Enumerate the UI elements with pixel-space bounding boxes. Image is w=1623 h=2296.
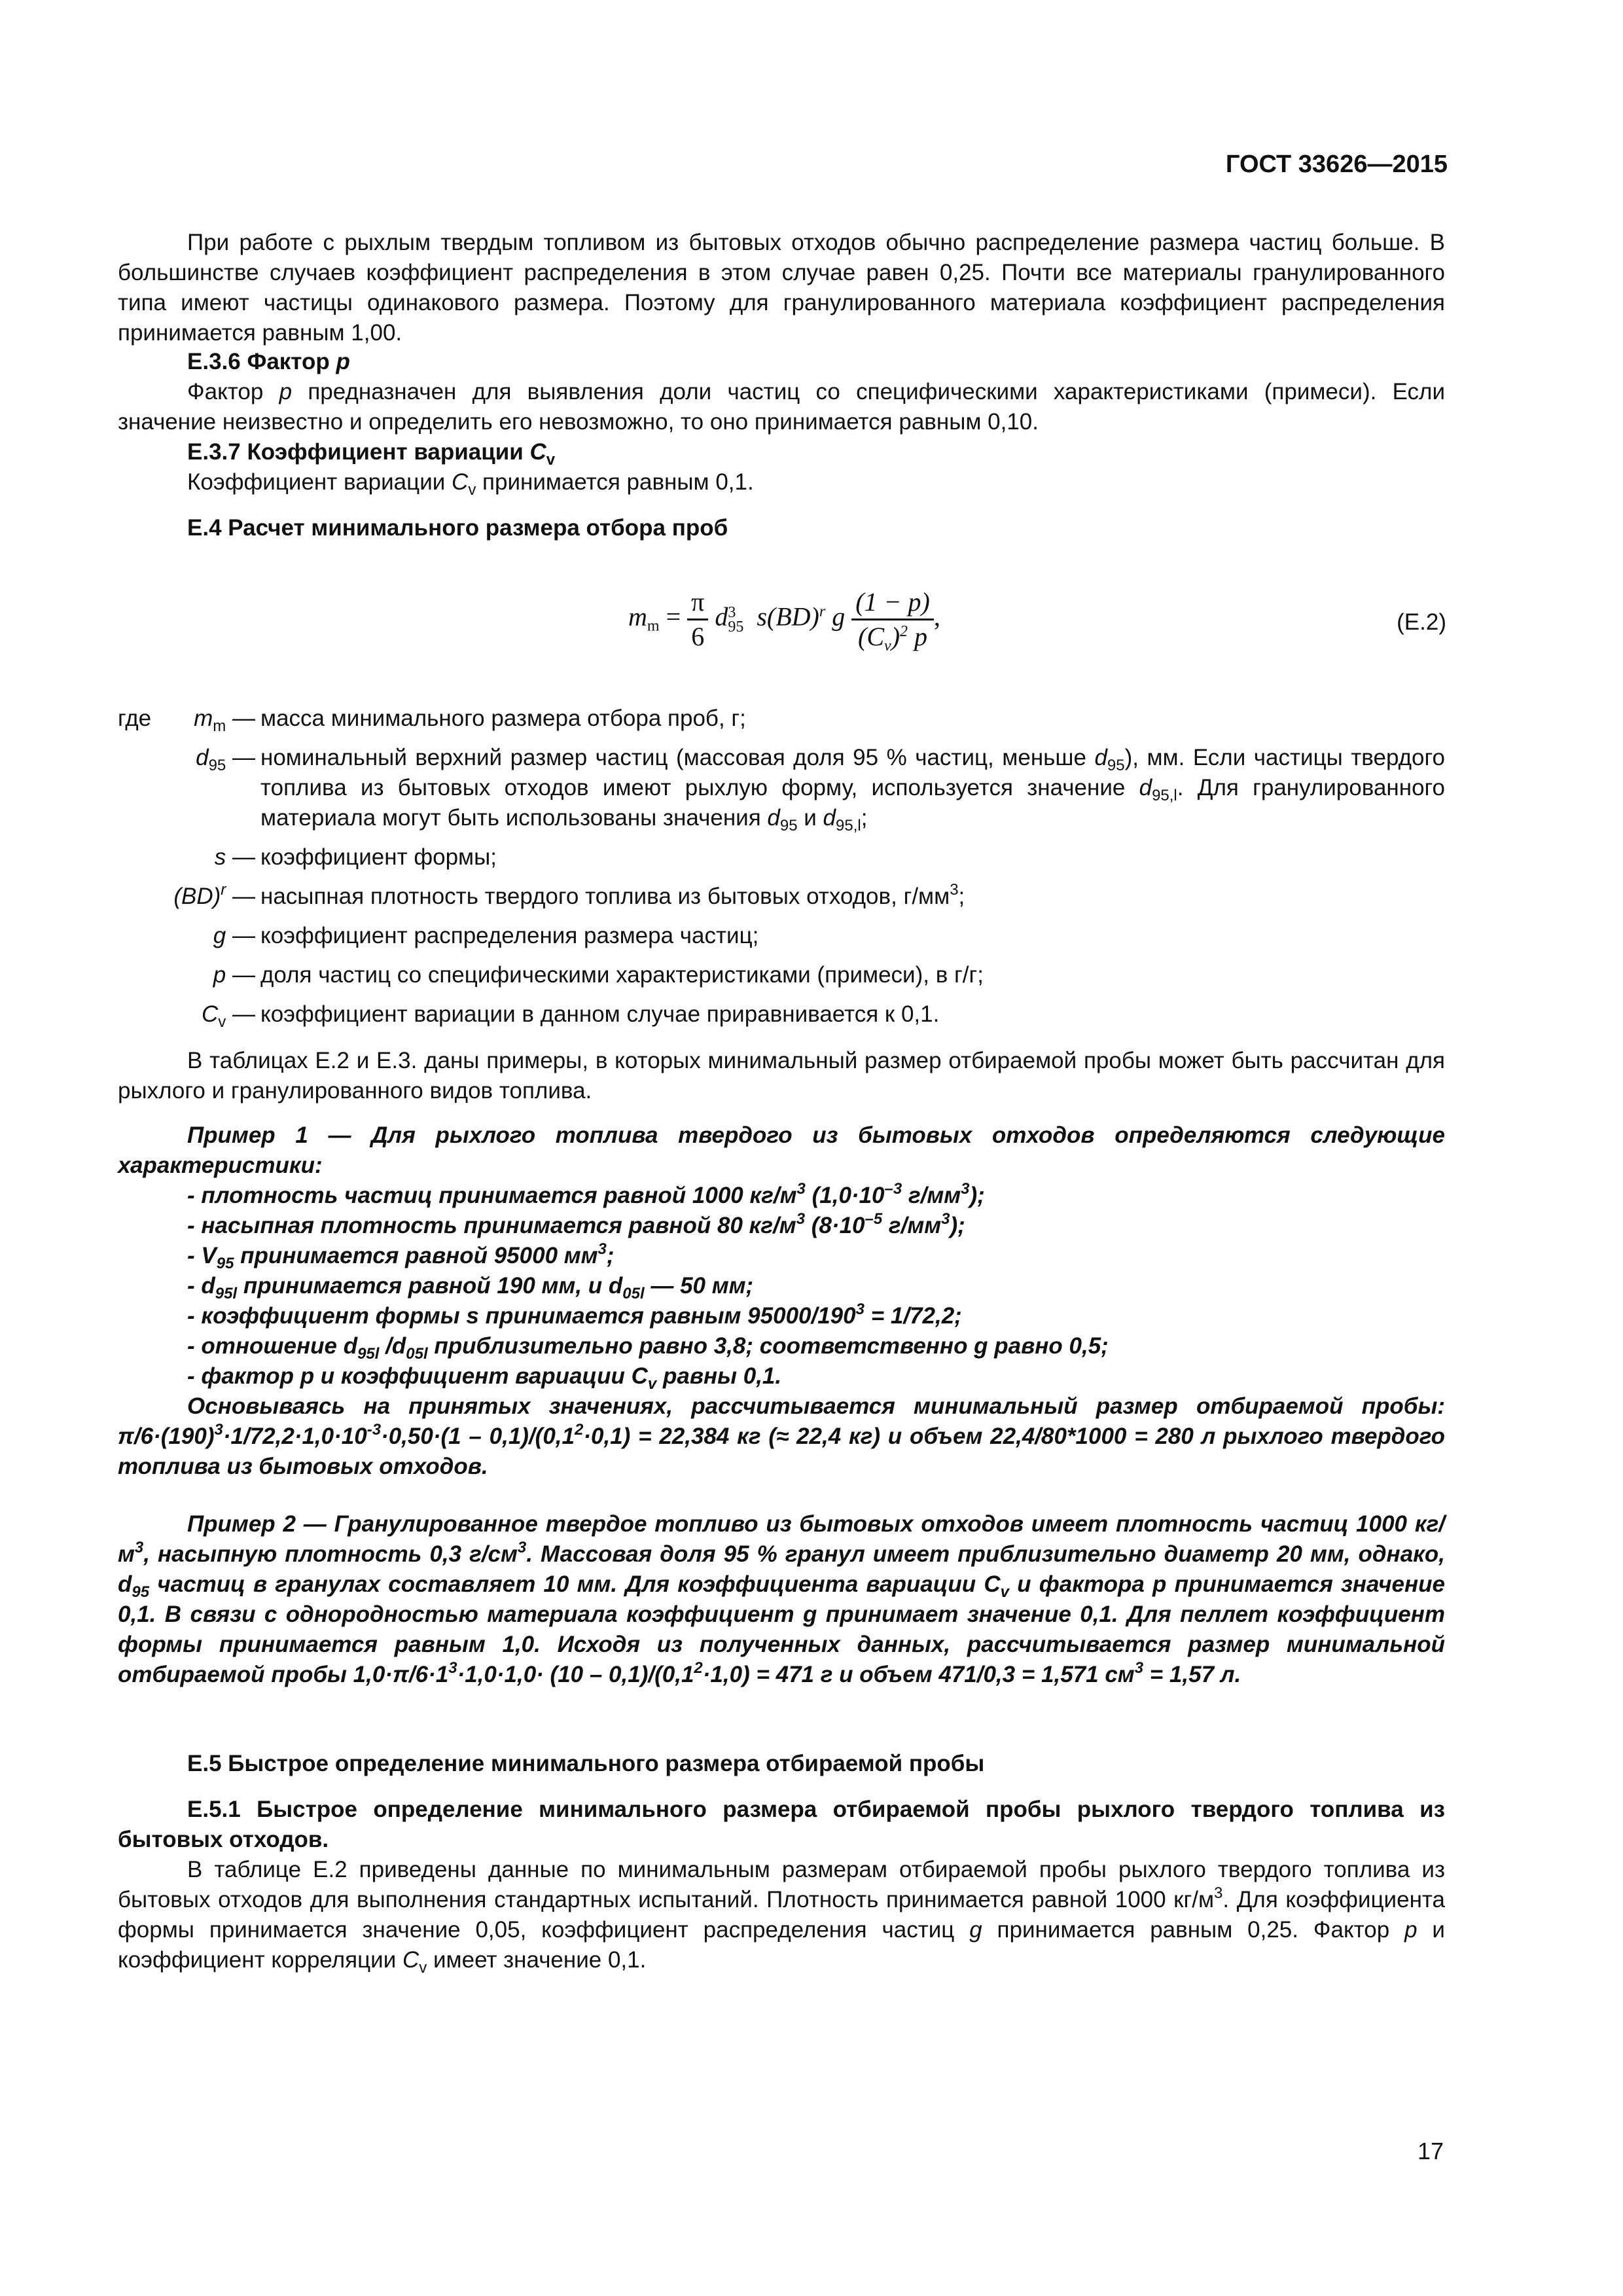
bullet-part: приблизительно равно 3,8; соответственно g равно 0,5;: [427, 1333, 1109, 1359]
calc-part: ·0,50·(1 – 0,1)/(0,1: [381, 1424, 575, 1449]
e51-part: принимается равным 0,25. Фактор: [982, 1917, 1405, 1943]
bullet-sub: 95: [216, 1255, 234, 1272]
example-2-sup: 3: [134, 1539, 144, 1556]
term-sub: m: [213, 717, 226, 735]
term-text: s: [214, 844, 226, 870]
definition-term: [118, 842, 255, 872]
example-2-sup: 3: [1134, 1659, 1144, 1677]
desc-var-sub: 95,l: [836, 817, 861, 834]
term-text: C: [201, 1001, 219, 1027]
definition-list: [118, 704, 1445, 1039]
section-e36-var: p: [336, 349, 350, 374]
formula-den-p: p: [908, 622, 928, 651]
bullet-part: /d: [379, 1333, 406, 1359]
desc-part: ), мм. Если частицы твердого топлива из бытовых отходов имеют рыхлую форму, используется значение: [260, 745, 1445, 800]
bullet-part: - плотность частиц принимается равной 1000 кг/м: [187, 1183, 797, 1208]
bullet-part: - V: [187, 1243, 217, 1268]
bullet-part: — 50 мм;: [644, 1273, 754, 1299]
e51-var: p: [1404, 1917, 1418, 1943]
example-2-part: , насыпную плотность 0,3 г/см: [143, 1541, 518, 1567]
formula-pi-over-6: [687, 586, 708, 653]
term-sup: r: [221, 881, 226, 899]
bullet-sup: 3: [796, 1210, 806, 1228]
e37-text-part: принимается равным 0,1.: [476, 469, 754, 495]
formula-d-sub: 95: [728, 618, 744, 636]
bullet-part: г/мм: [882, 1213, 942, 1238]
calc-part: ·0,1) = 22,384 кг (≈ 22,4 кг) и объем 22,4/80*1000 = 280 л рыхлого твердого топлива из бытовых отходов.: [118, 1424, 1445, 1479]
example-2-sub: 95: [132, 1583, 150, 1601]
bullet-sub: 95l: [357, 1345, 380, 1363]
desc-var-sub: 95,l: [1152, 787, 1177, 804]
example-2-sup: 2: [694, 1659, 703, 1677]
definition-desc: масса минимального размера отбора проб, г;: [260, 706, 746, 731]
e51-var: C: [402, 1947, 419, 1973]
bullet-sub: 95l: [215, 1285, 238, 1302]
bullet-part: (8·10: [805, 1213, 865, 1238]
term-dash: —: [226, 745, 255, 770]
calc-sup: 3: [214, 1421, 223, 1439]
example-1-bullet: [187, 1211, 1445, 1241]
definition-term: [118, 921, 255, 951]
bullet-sup: –3: [884, 1180, 902, 1198]
example-2-part: ·1,0) = 471 г и объем 471/0,3 = 1,571 см: [702, 1662, 1135, 1687]
bullet-part: - d: [187, 1273, 215, 1299]
example-2: [118, 1509, 1445, 1690]
example-2-part: частиц в гранулах составляет 10 мм. Для коэффициента вариации C: [149, 1571, 1001, 1597]
example-1-intro: Пример 1 — Для рыхлого топлива твердого из бытовых отходов определяются следующие характеристики:: [118, 1122, 1445, 1178]
formula-den-c: (C: [858, 622, 885, 651]
definition-row: [118, 999, 1445, 1030]
definition-row: [118, 743, 1445, 833]
section-e4-title: Е.4 Расчет минимального размера отбора проб: [187, 515, 728, 541]
bullet-sup: 3: [855, 1300, 865, 1318]
example-1-calculation: [118, 1391, 1445, 1482]
example-2-sup: 3: [517, 1539, 527, 1556]
definition-desc: коэффициент формы;: [260, 844, 497, 870]
example-1-bullet: [187, 1301, 1445, 1331]
section-e51-title: Е.5.1 Быстрое определение минимального размера отбираемой пробы рыхлого твердого топлива из бытовых отходов.: [118, 1797, 1445, 1852]
section-e5-title: Е.5 Быстрое определение минимального размера отбираемой пробы: [187, 1751, 985, 1776]
calc-sup: 2: [575, 1421, 584, 1439]
definition-term: [118, 999, 255, 1030]
term-text: d: [196, 745, 209, 770]
definition-desc: [260, 743, 1445, 833]
bullet-part: (1,0·10: [805, 1183, 885, 1208]
definition-row: [118, 882, 1445, 912]
bullet-part: принимается равной 95000 мм: [234, 1243, 598, 1268]
bullet-sub: 05l: [622, 1285, 645, 1302]
desc-part: насыпная плотность твердого топлива из бытовых отходов, г/мм: [260, 884, 950, 909]
intro-paragraph: При работе с рыхлым твердым топливом из бытовых отходов обычно распределение размера частиц больше. В большинстве случаев коэффициент распределения в этом случае равен 0,25. Почти все материалы гранулированного типа имеют частицы одинакового размера. Поэтому для гранулированного материала коэффициент распределения принимается равным 1,00.: [118, 230, 1445, 346]
e51-var: g: [969, 1917, 982, 1943]
bullet-sub: 05l: [406, 1345, 428, 1363]
e36-text-part: Фактор: [187, 379, 279, 404]
section-e37-title-text: Е.3.7 Коэффициент вариации: [187, 439, 524, 465]
bullet-part: );: [950, 1213, 965, 1238]
definition-term: [118, 743, 255, 773]
term-dash: —: [226, 706, 255, 731]
bullet-sup: –5: [865, 1210, 883, 1228]
example-2-sub: v: [1000, 1583, 1009, 1601]
desc-var-sub: 95: [1107, 757, 1125, 774]
formula-g: g: [832, 601, 846, 632]
desc-var-sub: 95: [779, 817, 798, 834]
e36-text-var: p: [279, 379, 293, 404]
document-code-header: ГОСТ 33626—2015: [1225, 151, 1448, 178]
formula-lhs: m: [628, 601, 647, 632]
definition-row: [118, 842, 1445, 872]
bullet-part: - отношение d: [187, 1333, 358, 1359]
formula-denominator: [851, 620, 934, 653]
bullet-part: принимается равной 190 мм, и d: [237, 1273, 623, 1299]
term-dash: —: [226, 844, 255, 870]
desc-var: d: [1139, 775, 1152, 800]
desc-part: . Для гранулированного материала могут быть использованы значения: [260, 775, 1445, 831]
example-1-bullet: [187, 1271, 1445, 1301]
definition-desc: коэффициент вариации в данном случае приравнивается к 0,1.: [260, 1001, 940, 1027]
term-text: p: [213, 962, 226, 988]
formula-den-sq: 2: [900, 623, 908, 640]
e37-text-var: C: [452, 469, 469, 495]
equation-number: (Е.2): [1397, 609, 1446, 635]
desc-sup: 3: [950, 881, 959, 899]
example-2-part: и фактора p принимается значение 0,1. В связи с однородностью материала коэффициент g принимает значение 0,1. Для пеллет коэффициент формы принимается равным 1,0. Исходя из полученных данных, рассчитывается размер минимальной отбираемой пробы 1,0·π/6·1: [118, 1571, 1445, 1687]
bullet-sup: 3: [961, 1180, 970, 1198]
section-e37-var-sub: v: [546, 451, 556, 469]
example-1-bullet: [187, 1331, 1445, 1361]
formula-numerator: (1 − p): [851, 586, 934, 620]
definition-desc: доля частиц со специфическими характеристиками (примеси), в г/г;: [260, 962, 984, 988]
example-1-bullet: [187, 1361, 1445, 1391]
term-sub: 95: [208, 757, 226, 774]
term-dash: —: [226, 923, 255, 948]
term-sub: v: [218, 1013, 226, 1031]
bullet-sup: 3: [941, 1210, 950, 1228]
calc-part: Основываясь на принятых значениях, рассчитывается минимальный размер отбираемой пробы: π/6·(190): [118, 1393, 1445, 1449]
bullet-sup: 3: [597, 1240, 607, 1258]
calc-sup: -3: [366, 1421, 382, 1439]
term-text: g: [213, 923, 226, 948]
formula-r: r: [819, 603, 826, 620]
tables-note: В таблицах Е.2 и Е.3. даны примеры, в которых минимальный размер отбираемой пробы может быть рассчитан для рыхлого и гранулированного видов топлива.: [118, 1048, 1445, 1103]
definition-term: [118, 960, 255, 990]
section-e36-text: [118, 377, 1445, 437]
desc-var: d: [767, 805, 780, 831]
desc-part: ;: [958, 884, 965, 909]
section-e37-text: [118, 467, 1445, 497]
formula-lhs-sub: m: [647, 617, 660, 635]
definition-row: [118, 704, 1445, 734]
formula-pi: π: [687, 586, 708, 620]
e51-part: и коэффициент корреляции: [118, 1917, 1445, 1973]
formula-d-indices: [728, 605, 743, 634]
section-e36-title-text: Е.3.6 Фактор: [187, 349, 330, 374]
formula-den-close: ): [891, 622, 901, 651]
e37-text-part: Коэффициент вариации: [187, 469, 452, 495]
example-2-sup: 3: [448, 1659, 457, 1677]
definition-desc: [260, 882, 1445, 912]
calc-part: ·1/72,2·1,0·10: [223, 1424, 367, 1449]
example-1: [118, 1121, 1445, 1482]
bullet-part: равны 0,1.: [656, 1363, 782, 1389]
term-dash: —: [226, 962, 255, 988]
formula-fraction: [851, 586, 934, 653]
definition-term: [118, 882, 255, 912]
formula-six: 6: [691, 622, 705, 651]
section-e36-title: [118, 347, 1445, 377]
example-2-part: . Массовая доля 95 % гранул имеет приблизительно диаметр 20 мм, однако, d: [118, 1541, 1445, 1597]
bullet-part: г/мм: [902, 1183, 961, 1208]
bullet-part: - фактор p и коэффициент вариации C: [187, 1363, 648, 1389]
definition-term: [118, 704, 255, 734]
definition-desc: коэффициент распределения размера частиц;: [260, 923, 759, 948]
term-dash: —: [226, 1001, 255, 1027]
section-e37-title: [118, 437, 1445, 467]
section-e37-var: C: [529, 439, 546, 465]
definition-row: [118, 960, 1445, 990]
example-1-bullet: [187, 1241, 1445, 1271]
e36-text-part: предназначен для выявления доли частиц со специфическими характеристиками (примеси). Если значение неизвестно и определить его невозможно, то оно принимается равным 0,10.: [118, 379, 1446, 435]
bullet-sup: 3: [796, 1180, 806, 1198]
example-2-part: = 1,57 л.: [1143, 1662, 1241, 1687]
e51-sup: 3: [1214, 1884, 1223, 1902]
bullet-part: = 1/72,2;: [864, 1303, 962, 1329]
formula-s-bd: s(BD): [757, 601, 819, 632]
example-1-bullet: [187, 1181, 1445, 1211]
formula-equals: =: [659, 601, 688, 632]
example-2-part: ·1,0·1,0· (10 – 0,1)/(0,1: [457, 1662, 694, 1687]
definition-where: где: [118, 706, 152, 731]
e51-part: В таблице Е.2 приведены данные по минимальным размерам отбираемой пробы рыхлого твердого топлива из бытовых отходов для выполнения стандартных испытаний. Плотность принимается равной 1000 кг/м: [118, 1857, 1445, 1912]
desc-var: d: [1094, 745, 1107, 770]
formula-d: d: [715, 601, 728, 632]
definition-row: [118, 921, 1445, 951]
bullet-sub: v: [647, 1375, 657, 1393]
formula-comma: ,: [933, 601, 940, 632]
bullet-part: - коэффициент формы s принимается равным 95000/190: [187, 1303, 856, 1329]
formula-e2: [628, 586, 940, 653]
bullet-part: );: [969, 1183, 985, 1208]
e37-text-var-sub: v: [468, 481, 476, 499]
bullet-part: - насыпная плотность принимается равной 80 кг/м: [187, 1213, 796, 1238]
desc-part: ;: [861, 805, 868, 831]
e51-part: . Для коэффициента формы принимается значение 0,05, коэффициент распределения частиц: [118, 1887, 1446, 1943]
e51-part: имеет значение 0,1.: [427, 1947, 647, 1973]
term-text: m: [194, 706, 213, 731]
example-2-part: Пример 2 — Гранулированное твердое топливо из бытовых отходов имеет плотность частиц 1000 кг/м: [118, 1511, 1445, 1567]
section-e51-text: [118, 1855, 1445, 1975]
bullet-part: ;: [606, 1243, 615, 1268]
desc-part: и: [797, 805, 823, 831]
page-number: 17: [1417, 2138, 1444, 2164]
formula-den-v: v: [884, 637, 891, 655]
formula-d-sup: 3: [728, 603, 736, 621]
term-text: (BD): [173, 884, 221, 909]
term-dash: —: [226, 884, 255, 909]
desc-var: d: [823, 805, 836, 831]
e51-sub: v: [419, 1959, 427, 1977]
desc-part: номинальный верхний размер частиц (массовая доля 95 % частиц, меньше: [260, 745, 1095, 770]
